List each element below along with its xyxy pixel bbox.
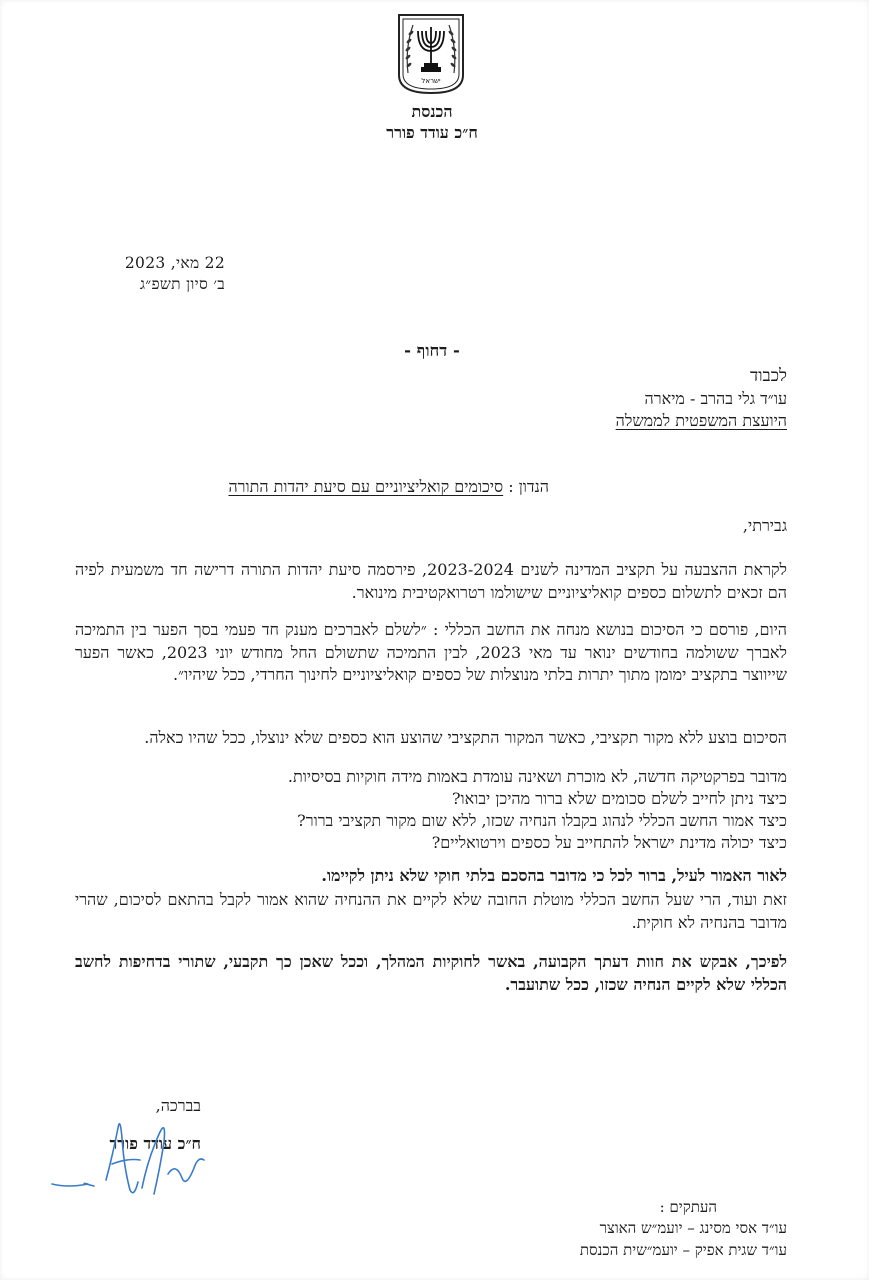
addressee-title: היועצת המשפטית לממשלה: [615, 411, 787, 430]
paragraph-agreement-details: היום, פורסם כי הסיכום בנושא מנחה את החשב הכללי : ״לשלם לאברכים מענק חד פעמי בסך הפער בין התמיכה לאברך ששולמה בחודשים ינואר עד מאי 2023, לבין התמיכה שתשולם החל מחודש יוני 2023, כאשר הפער שייווצר בתקציב ימומן מתוך יתרות בלתי מנוצלות של כספים קואליציוניים לחינוך החרדי, ככל שיהיו״.: [75, 620, 787, 684]
copies-title: העתקים :: [659, 1198, 717, 1216]
closing-signer: ח״כ עודד פורר: [109, 1134, 201, 1153]
gregorian-date: 22 מאי, 2023: [124, 254, 225, 272]
subject-text: סיכומים קואליציוניים עם סיעת יהדות התורה: [228, 477, 504, 496]
handwritten-signature: [48, 1098, 208, 1208]
institution-name: הכנסת: [411, 102, 453, 121]
salutation: גבירתי,: [742, 516, 787, 535]
member-name: ח״כ עודד פורר: [386, 123, 478, 142]
urgency-label: - דחוף -: [404, 341, 460, 360]
addressee-to: לכבוד: [750, 366, 787, 386]
subject-line: [228, 477, 549, 497]
copy-recipient: עו״ד אסי מסינג – יועמ״ש האוצר: [599, 1219, 787, 1237]
addressee-name: עו״ד גלי בהרב - מיארה: [644, 389, 787, 408]
paragraph-budget-demand: לקראת ההצבעה על תקציב המדינה לשנים 2023-2024, פירסמה סיעת יהדות התורה דרישה חד משמעית לפיה הם זכאים לתשלום כספים קואליציוניים שישולמו רטרואקטיבית מינואר.: [75, 560, 788, 602]
subject-label: הנדון :: [508, 477, 549, 496]
question-line: כיצד יכולה מדינת ישראל להתחייב על כספים וירטואליים?: [431, 833, 787, 852]
question-line: כיצד ניתן לחייב לשלם סכומים שלא ברור מהיכן יבואו?: [451, 789, 787, 808]
menorah-emblem-icon: [396, 13, 466, 95]
copy-recipient: עו״ד שגית אפיק – יועמ״שית הכנסת: [579, 1241, 787, 1259]
question-line: מדובר בפרקטיקה חדשה, לא מוכרת ושאינה עומדת באמות מידה חוקיות בסיסיות.: [287, 767, 787, 786]
paragraph-accountant-duty: זאת ועוד, הרי שעל החשב הכללי מוטלת החובה שלא לקיים את ההנחיה שהוא אמור לקבל בהתאם לסיכום, שהרי מדובר בהנחיה לא חוקית.: [75, 890, 788, 932]
question-line: כיצד אמור החשב הכללי לנהוג בקבלו הנחיה שכזו, ללא שום מקור תקציבי ברור?: [297, 811, 787, 830]
paragraph-no-funding-source: הסיכום בוצע ללא מקור תקציבי, כאשר המקור התקציבי שהוצע הוא כספים שלא ינוצלו, ככל שהיו כאלה.: [144, 728, 787, 747]
hebrew-date: ב׳ סיון תשפ״ג: [139, 275, 225, 293]
emblem-text: ישראל: [421, 77, 441, 85]
closing-greeting: בברכה,: [155, 1096, 201, 1115]
paragraph-request: לפיכך, אבקש את חוות דעתך הקבועה, באשר לחוקיות המהלך, וככל שאכן כך תקבעי, שתורי בדחיפות לחשב הכללי שלא לקיים הנחיה שכזו, ככל שתועבר.: [75, 952, 787, 994]
illegal-agreement-statement: לאור האמור לעיל, ברור לכל כי מדובר בהסכם בלתי חוקי שלא ניתן לקיימו.: [321, 866, 787, 885]
